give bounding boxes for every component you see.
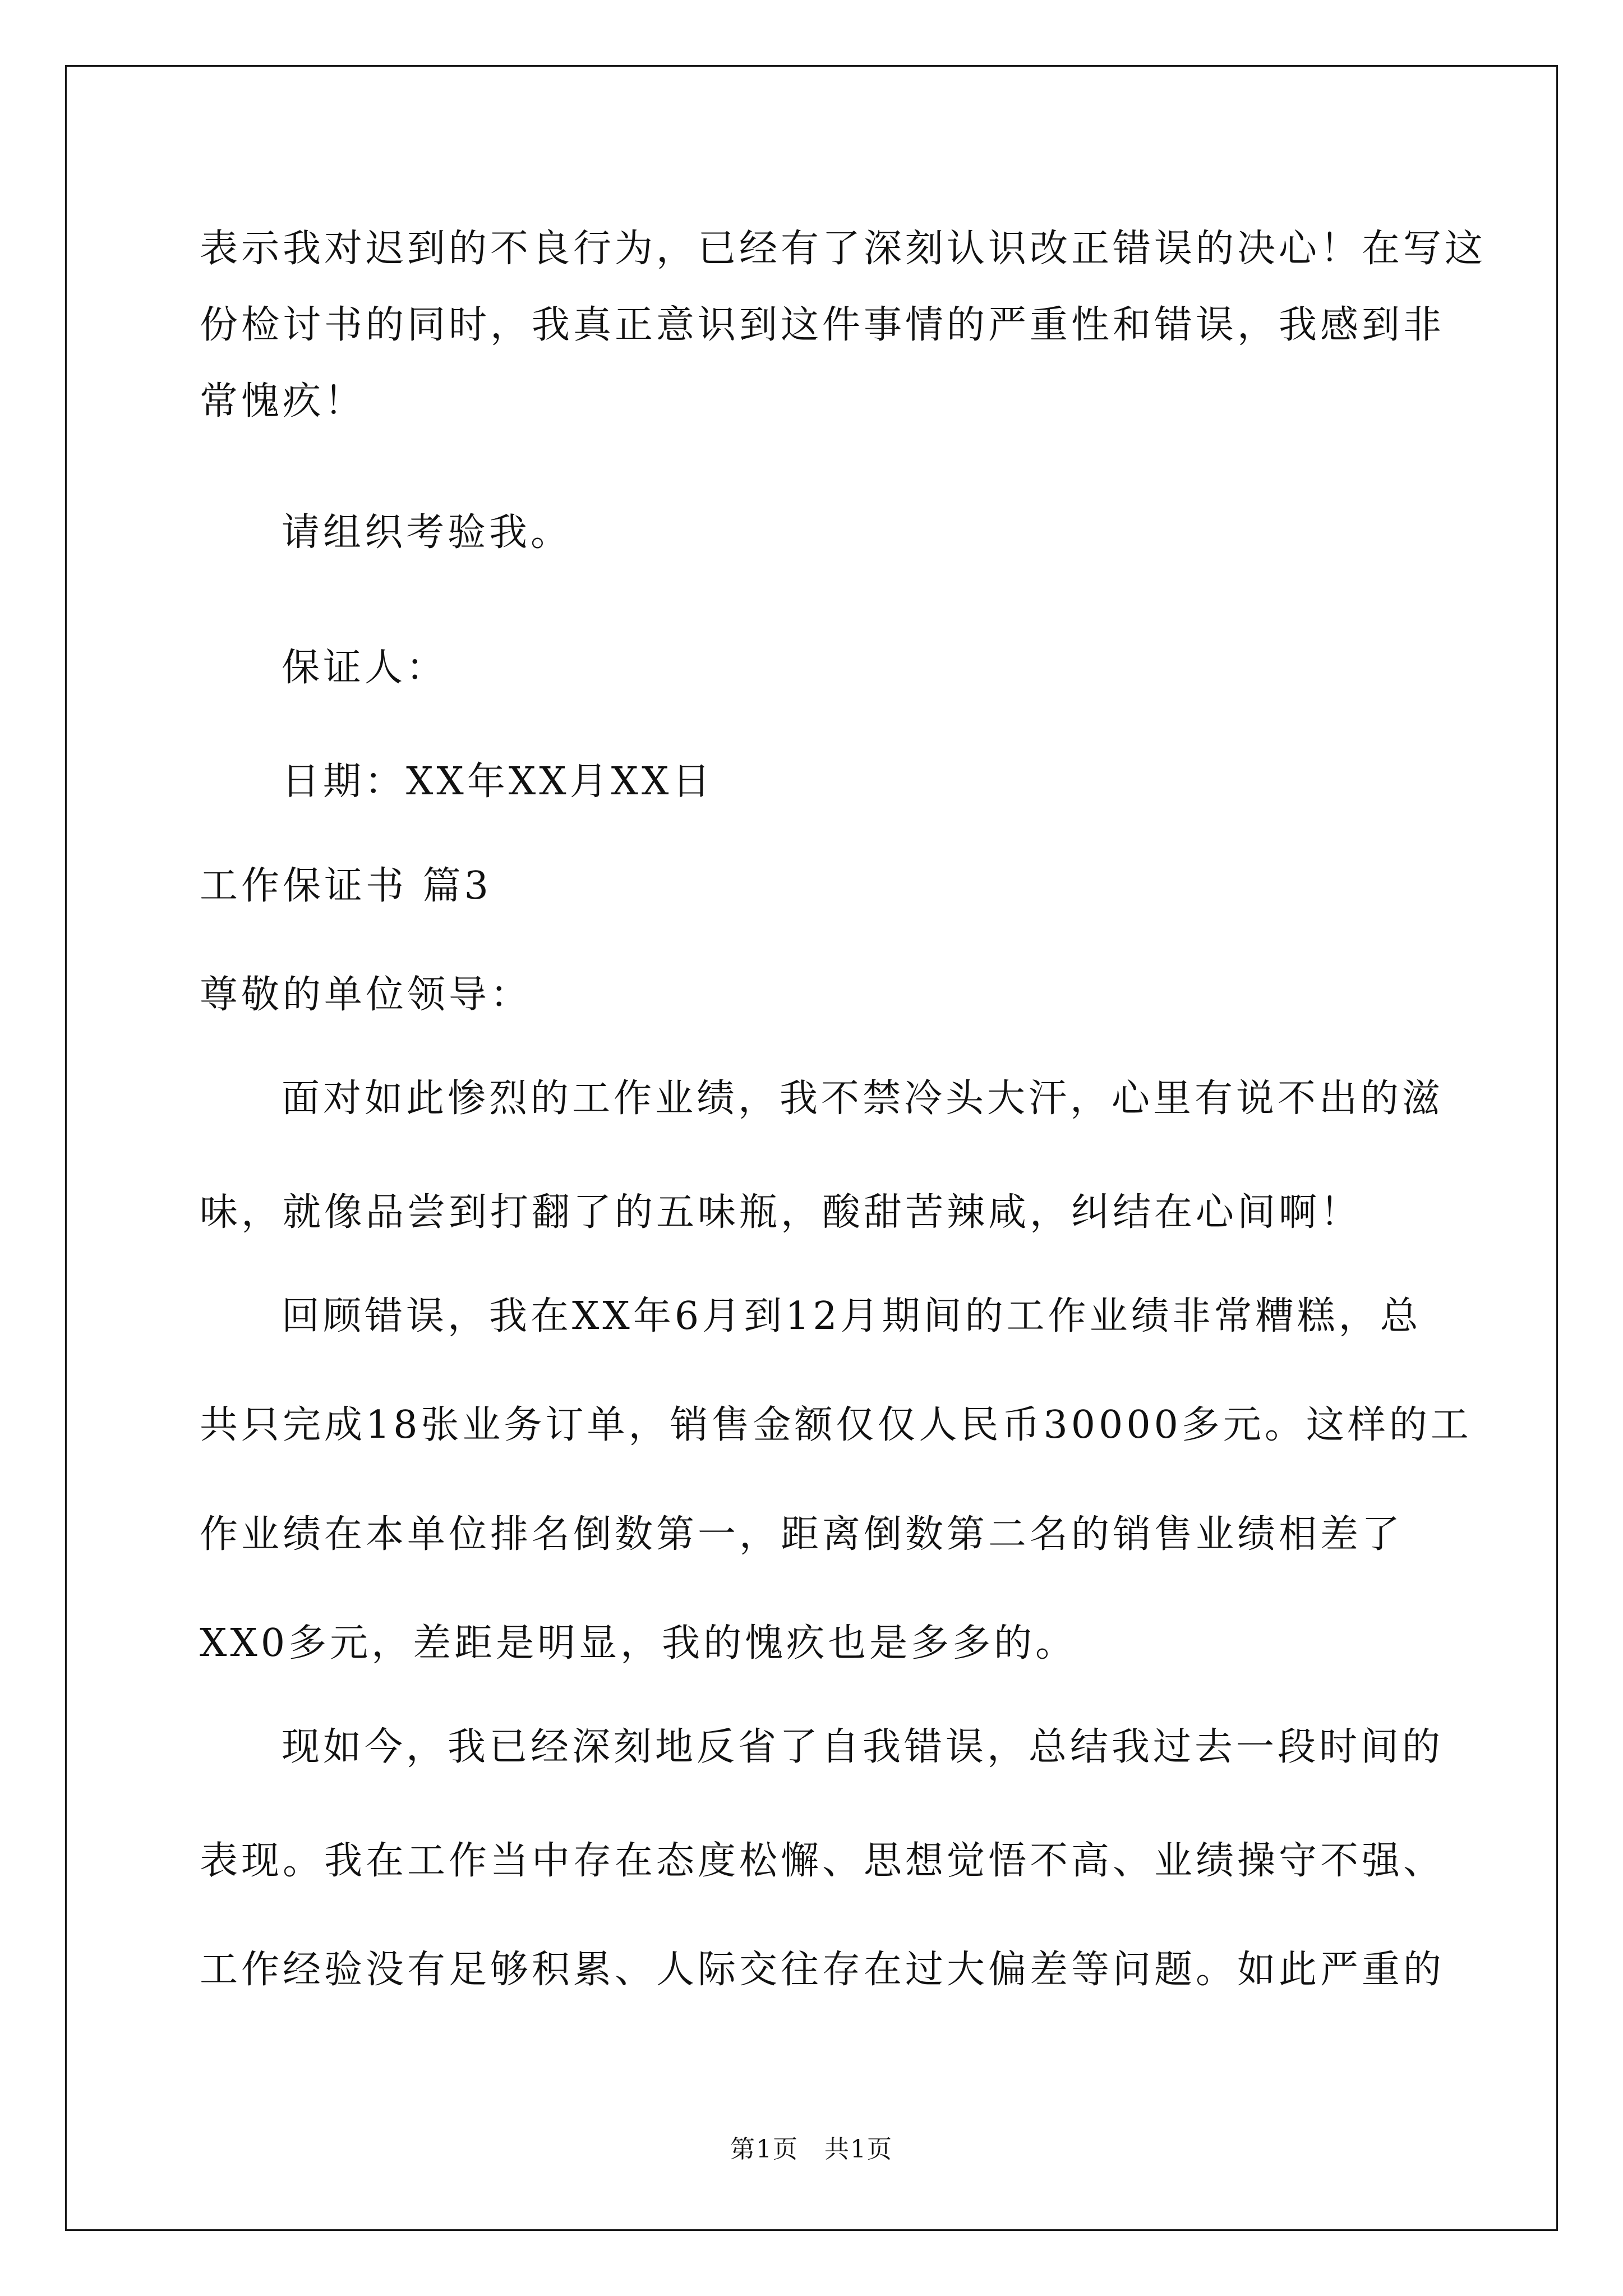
paragraph-line: 常愧疚！ (200, 379, 366, 424)
guarantor-label: 保证人： (282, 646, 448, 690)
paragraph-line: 表现。我在工作当中存在态度松懈、思想觉悟不高、业绩操守不强、 (200, 1839, 1445, 1883)
paragraph-line: XX0多元，差距是明显，我的愧疚也是多多的。 (200, 1621, 1077, 1665)
salutation: 尊敬的单位领导： (200, 973, 532, 1017)
paragraph-line: 份检讨书的同时，我真正意识到这件事情的严重性和错误，我感到非 (200, 303, 1445, 347)
page-footer: 第1页 共1页 (730, 2135, 893, 2164)
section-heading: 工作保证书 篇3 (200, 864, 492, 908)
paragraph-line: 现如今，我已经深刻地反省了自我错误，总结我过去一段时间的 (282, 1725, 1444, 1769)
date-line: 日期：XX年XX月XX日 (282, 760, 714, 804)
paragraph-line: 面对如此惨烈的工作业绩，我不禁冷头大汗，心里有说不出的滋 (282, 1076, 1444, 1121)
paragraph-line: 回顾错误，我在XX年6月到12月期间的工作业绩非常糟糕，总 (282, 1294, 1422, 1338)
paragraph-line: 味，就像品尝到打翻了的五味瓶，酸甜苦辣咸，纠结在心间啊！ (200, 1190, 1362, 1235)
paragraph-line: 请组织考验我。 (282, 510, 573, 555)
paragraph-line: 共只完成18张业务订单，销售金额仅仅人民币30000多元。这样的工 (200, 1403, 1472, 1447)
paragraph-line: 表示我对迟到的不良行为，已经有了深刻认识改正错误的决心！在写这 (200, 227, 1487, 271)
paragraph-line: 工作经验没有足够积累、人际交往存在过大偏差等问题。如此严重的 (200, 1948, 1445, 1992)
paragraph-line: 作业绩在本单位排名倒数第一，距离倒数第二名的销售业绩相差了 (200, 1512, 1404, 1557)
